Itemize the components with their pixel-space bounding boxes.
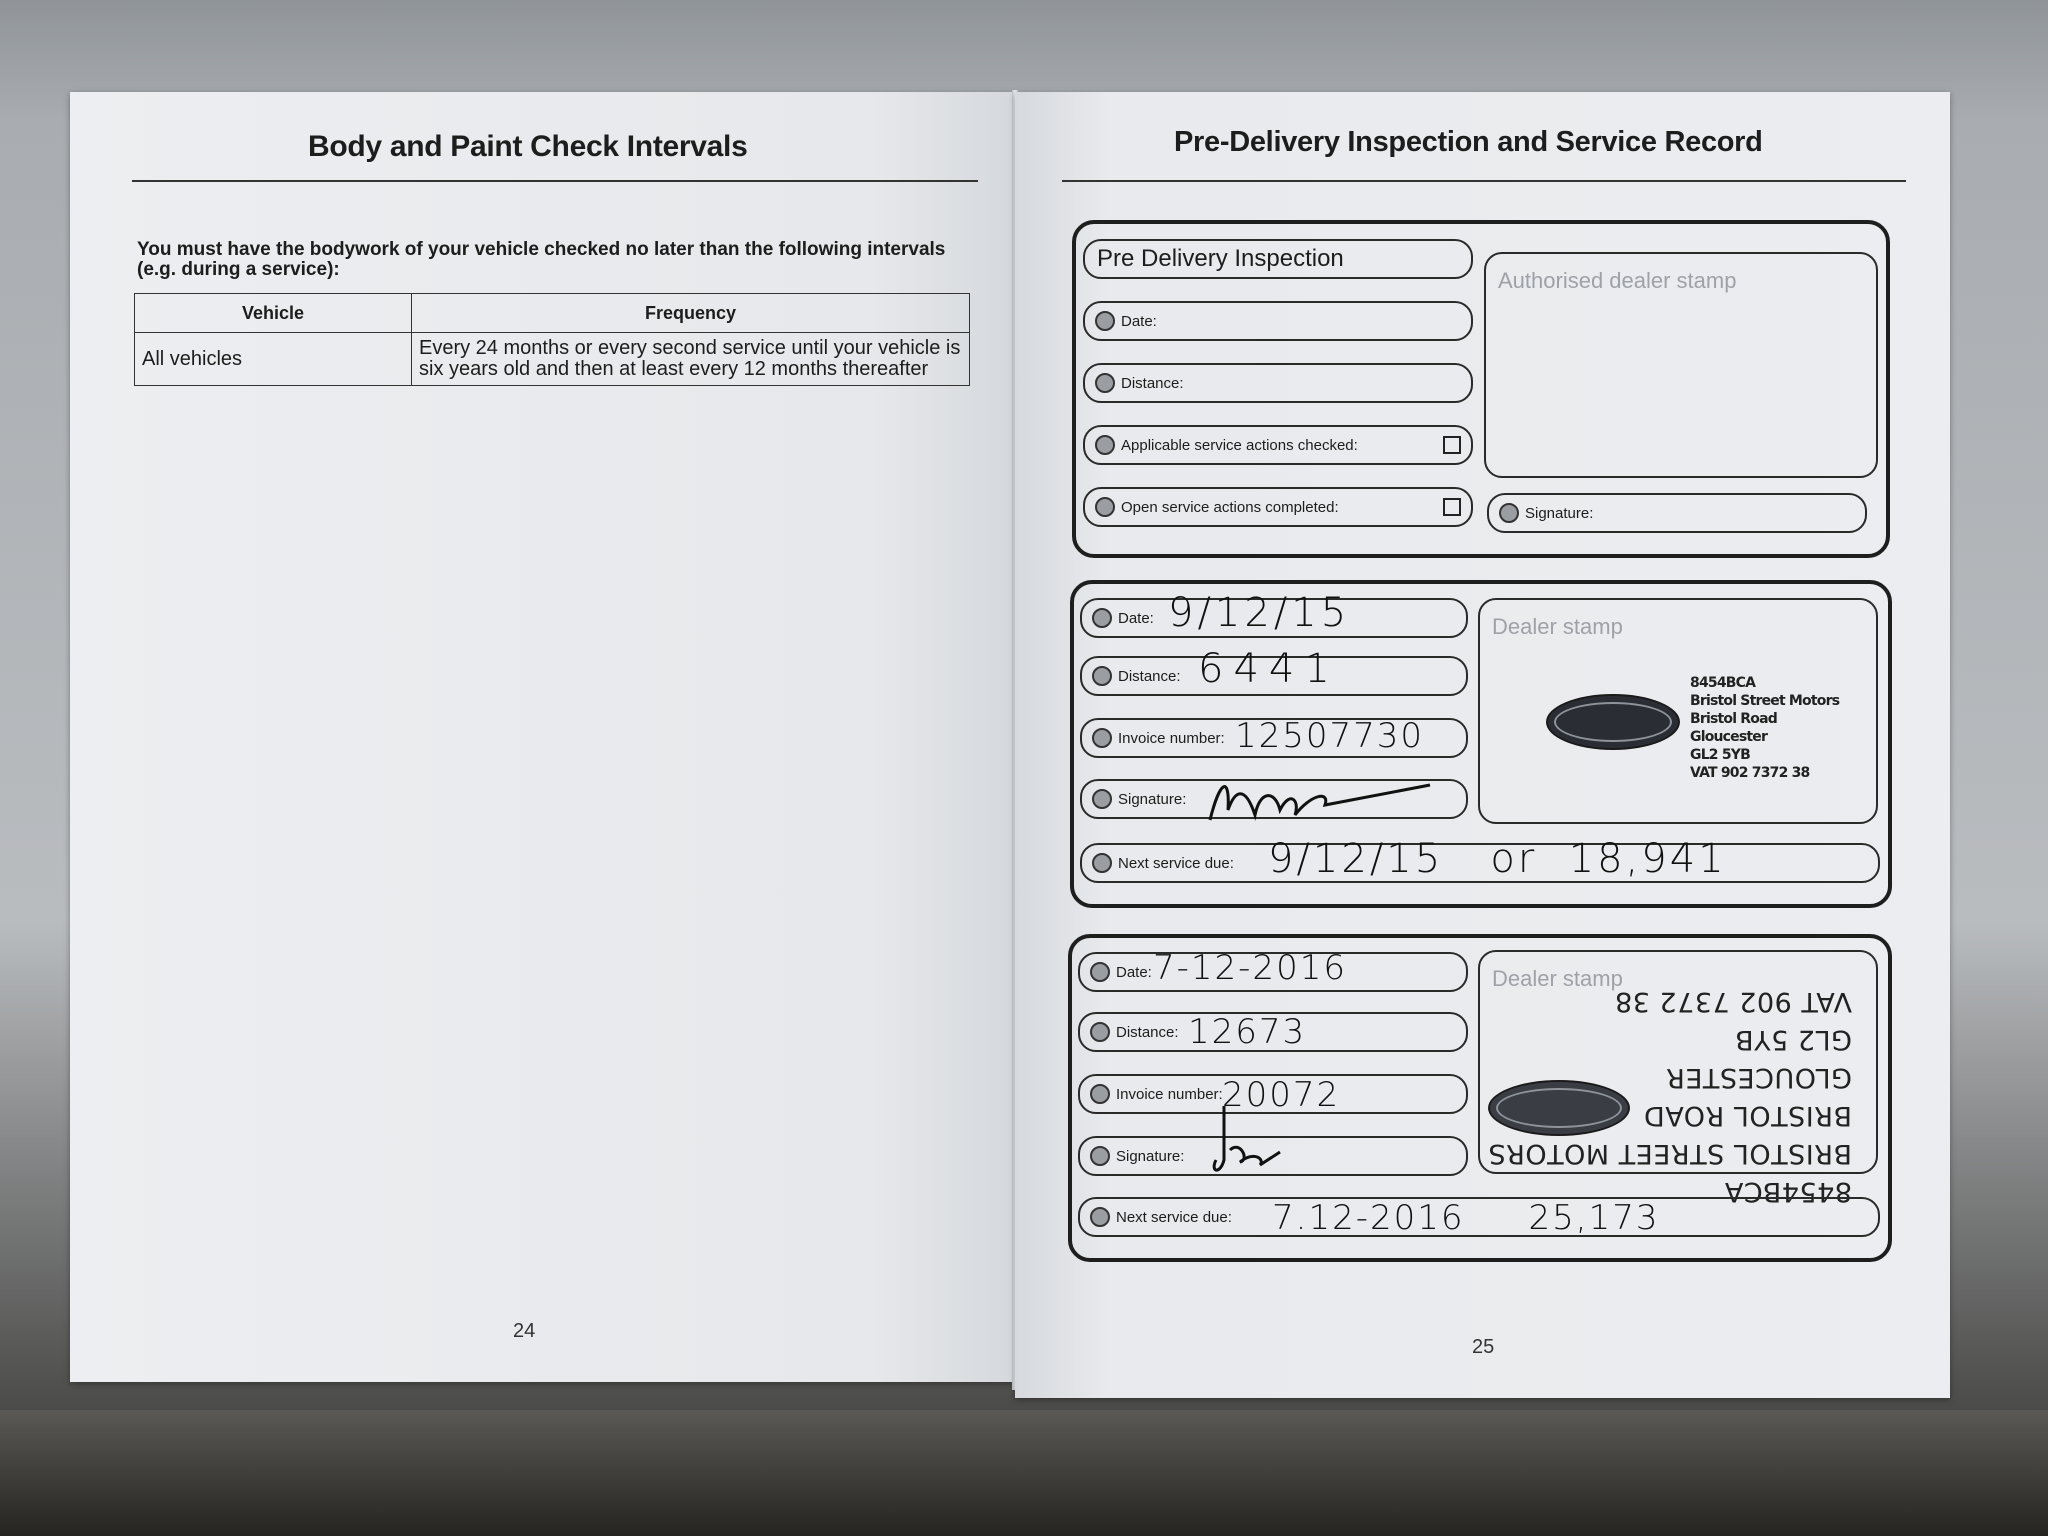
checkbox-icon[interactable]: [1443, 498, 1461, 516]
radio-icon: [1090, 1207, 1110, 1227]
radio-icon: [1090, 962, 1110, 982]
left-page-title: Body and Paint Check Intervals: [308, 130, 748, 163]
stamp-line: BRISTOL STREET MOTORS: [1487, 1138, 1852, 1169]
pdi-date-label: Date:: [1121, 312, 1157, 330]
right-page-title: Pre-Delivery Inspection and Service Record: [1174, 126, 1763, 158]
pdi-applicable-label: Applicable service actions checked:: [1121, 436, 1358, 454]
service2-stamp-label: Dealer stamp: [1492, 966, 1623, 991]
service1-invoice-value: 12507730: [1235, 716, 1425, 756]
service1-distance-label: Distance:: [1118, 667, 1181, 685]
radio-icon: [1090, 1084, 1110, 1104]
table-cell-vehicle: All vehicles: [135, 333, 412, 386]
service2-date-value: 7-12-2016: [1153, 948, 1347, 988]
radio-icon: [1499, 503, 1519, 523]
table-header-frequency: Frequency: [412, 294, 970, 333]
check-interval-table: [134, 293, 970, 386]
radio-icon: [1092, 608, 1112, 628]
radio-icon: [1090, 1146, 1110, 1166]
table-cell-frequency: Every 24 months or every second service until your vehicle is six years old and then at least every 12 months thereafter: [412, 333, 970, 386]
radio-icon: [1092, 853, 1112, 873]
service1-distance-value: 6441: [1198, 646, 1340, 692]
radio-icon: [1095, 497, 1115, 517]
service2-distance-value: 12673: [1188, 1012, 1307, 1052]
service2-invoice-label: Invoice number:: [1116, 1085, 1223, 1103]
right-title-rule: [1062, 180, 1906, 182]
stamp-line: GL2 5YB: [1734, 1024, 1852, 1055]
radio-icon: [1090, 1022, 1110, 1042]
pdi-heading: [1083, 239, 1473, 279]
pdi-date-field[interactable]: [1083, 301, 1473, 341]
pdi-stamp-label: Authorised dealer stamp: [1498, 268, 1737, 293]
service2-signature-scribble: [1210, 1100, 1290, 1180]
radio-icon: [1092, 728, 1112, 748]
left-title-rule: [132, 180, 978, 182]
service1-stamp-label: Dealer stamp: [1492, 614, 1623, 639]
service1-stamp-text: [1690, 674, 1839, 782]
radio-icon: [1095, 311, 1115, 331]
service2-next-due-value: 7.12-2016 25,173: [1272, 1198, 1660, 1238]
service2-date-label: Date:: [1116, 963, 1152, 981]
stamp-line: Bristol Road: [1690, 711, 1777, 727]
service2-invoice-value: 20072: [1222, 1075, 1341, 1115]
table-header-vehicle: Vehicle: [135, 294, 412, 333]
stamp-line: VAT 902 7372 38: [1690, 765, 1810, 781]
service2-signature-label: Signature:: [1116, 1147, 1185, 1165]
pdi-applicable-field[interactable]: [1083, 425, 1473, 465]
pdi-open-label: Open service actions completed:: [1121, 498, 1339, 516]
checkbox-icon[interactable]: [1443, 436, 1461, 454]
ford-logo-icon: [1546, 694, 1680, 750]
left-page: [70, 92, 1015, 1382]
service2-stamp-text: [1482, 982, 1852, 1210]
pdi-signature-label: Signature:: [1525, 504, 1594, 522]
right-page-number: 25: [1472, 1336, 1495, 1358]
pdi-signature-field[interactable]: [1487, 493, 1867, 533]
service1-next-due-label: Next service due:: [1118, 854, 1234, 872]
window-sill-shadow: [0, 1410, 2048, 1536]
table-row: [135, 333, 970, 386]
left-page-number: 24: [513, 1320, 536, 1342]
bodywork-intro-text: You must have the bodywork of your vehicle checked no later than the following intervals (e.g. during a service):: [137, 239, 946, 280]
service1-invoice-label: Invoice number:: [1118, 729, 1225, 747]
radio-icon: [1092, 666, 1112, 686]
stamp-line: Gloucester: [1690, 729, 1768, 745]
radio-icon: [1095, 435, 1115, 455]
service1-date-value: 9/12/15: [1168, 590, 1351, 636]
stamp-line: VAT 902 7372 38: [1614, 986, 1852, 1017]
service2-next-due-label: Next service due:: [1116, 1208, 1232, 1226]
pdi-heading-label: Pre Delivery Inspection: [1097, 245, 1344, 272]
service2-distance-label: Distance:: [1116, 1023, 1179, 1041]
stamp-line: BRISTOL ROAD: [1643, 1100, 1852, 1131]
radio-icon: [1095, 373, 1115, 393]
stamp-line: 8454BCA: [1690, 675, 1756, 691]
service1-signature-label: Signature:: [1118, 790, 1187, 808]
pdi-stamp-box: [1484, 252, 1878, 478]
pdi-distance-label: Distance:: [1121, 374, 1184, 392]
stamp-line: Bristol Street Motors: [1690, 693, 1840, 709]
stamp-line: 8454BCA: [1724, 1176, 1852, 1207]
service1-next-due-value: 9/12/15 or 18,941: [1268, 836, 1727, 882]
service1-signature-scribble: [1200, 770, 1440, 830]
pdi-distance-field[interactable]: [1083, 363, 1473, 403]
stamp-line: GLOUCESTER: [1665, 1062, 1852, 1093]
stamp-line: GL2 5YB: [1690, 747, 1750, 763]
service1-date-label: Date:: [1118, 609, 1154, 627]
radio-icon: [1092, 789, 1112, 809]
pdi-open-field[interactable]: [1083, 487, 1473, 527]
